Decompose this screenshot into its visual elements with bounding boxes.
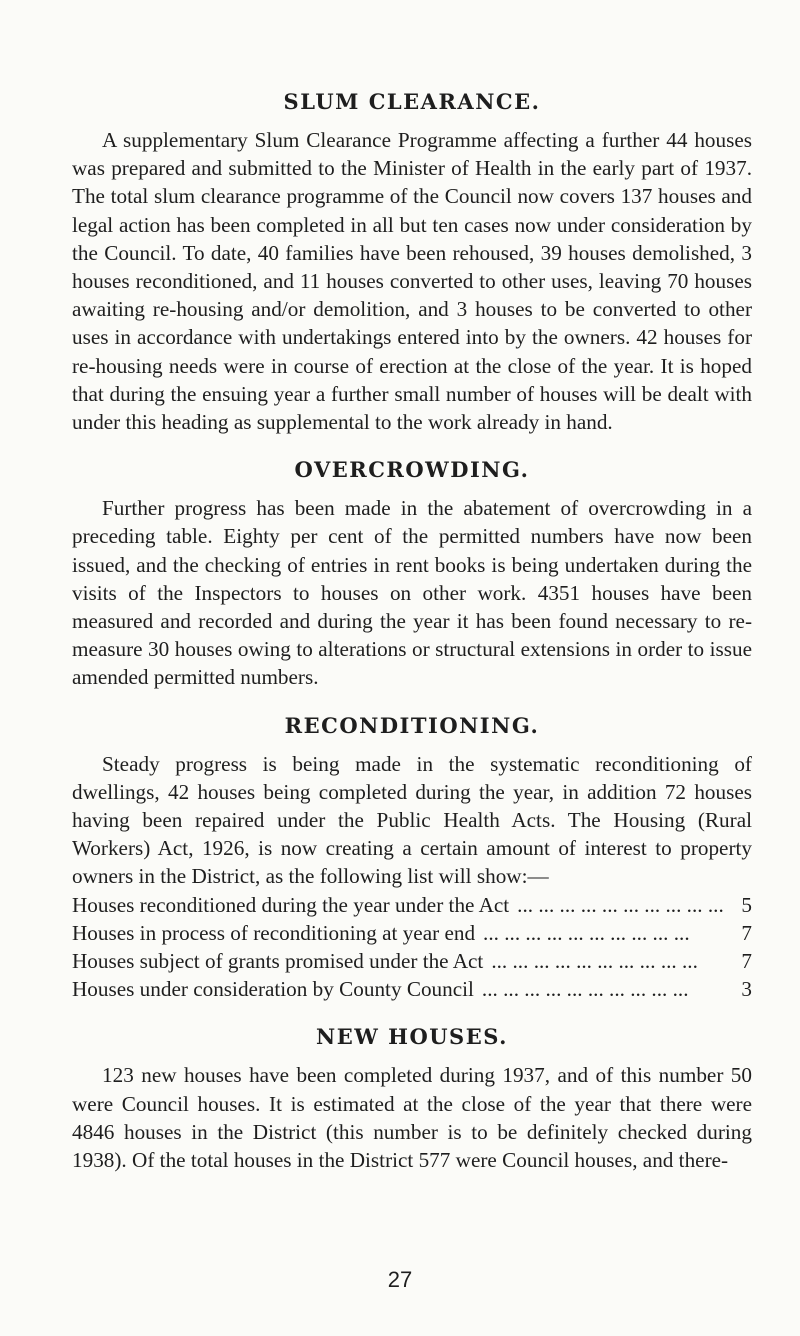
section-slum-clearance	[72, 88, 752, 436]
list-item	[72, 891, 752, 919]
leader-dots: ... ... ... ... ... ... ... ... ... ...	[491, 949, 698, 974]
leader-dots: ... ... ... ... ... ... ... ... ... ...	[481, 977, 689, 1002]
list-item-value: 7	[741, 949, 752, 974]
list-item-label: Houses in process of reconditioning at year end	[72, 920, 476, 945]
list-item-label: Houses under consideration by County Council	[72, 977, 474, 1002]
heading-overcrowding: OVERCROWDING.	[294, 457, 530, 483]
list-item-label: Houses reconditioned during the year under the Act	[72, 892, 510, 917]
list-item-value: 3	[741, 977, 752, 1002]
paragraph-overcrowding: Further progress has been made in the abatement of overcrowding in a preceding table. Eighty per cent of the permitted numbers have now been issued, and the checking of entries in rent books is being undertaken during the visits of the Inspectors to houses on other work. 4351 houses have been measured and recorded and during the year it has been found necessary to re-measure 30 houses owing to alterations or structural extensions in order to issue amended permitted numbers.	[72, 496, 752, 690]
list-item	[72, 975, 752, 1003]
section-reconditioning	[72, 712, 752, 1004]
list-item-value: 7	[741, 920, 752, 945]
heading-new-houses: NEW HOUSES.	[316, 1024, 508, 1050]
list-item-value: 5	[741, 892, 752, 917]
section-overcrowding	[72, 456, 752, 691]
heading-slum-clearance: SLUM CLEARANCE.	[283, 89, 541, 114]
list-item	[72, 919, 752, 947]
leader-dots: ... ... ... ... ... ... ... ... ... ...	[483, 920, 690, 945]
paragraph-new-houses: 123 new houses have been completed during 1937, and of this number 50 were Council houses. It is estimated at the close of the year that there were 4846 houses in the District (this number is to be definitely checked during 1938). Of the total houses in the District 577 were Council houses, and there-	[72, 1063, 752, 1173]
heading-reconditioning: RECONDITIONING.	[284, 712, 540, 738]
paragraph-slum-clearance: A supplementary Slum Clearance Programme affecting a further 44 houses was prepared and submitted to the Minister of Health in the early part of 1937. The total slum clearance programme of the Council now covers 137 houses and legal action has been completed in all but ten cases now under consideration by the Council. To date, 40 families have been rehoused, 39 houses demolished, 3 houses reconditioned, and 11 houses converted to other uses, leaving 70 houses awaiting re-housing and/or demolition, and 3 houses to be converted to other uses in accordance with undertakings entered into by the owners. 42 houses for re-housing needs were in course of erection at the close of the year. It is hoped that during the ensuing year a further small number of houses will be dealt with under this heading as supplemental to the work already in hand.	[72, 128, 752, 435]
section-new-houses	[72, 1023, 752, 1174]
list-item-label: Houses subject of grants promised under the Act	[72, 949, 484, 974]
leader-dots: ... ... ... ... ... ... ... ... ... ...	[517, 892, 724, 917]
page-number: 27	[387, 1267, 413, 1292]
list-item	[72, 947, 752, 975]
paragraph-reconditioning: Steady progress is being made in the systematic reconditioning of dwellings, 42 houses being completed during the year, in addition 72 houses having been repaired under the Public Health Acts. The Housing (Rural Workers) Act, 1926, is now creating a certain amount of interest to property owners in the District, as the following list will show:—	[72, 751, 752, 889]
reconditioning-list	[72, 891, 752, 1004]
document-page	[72, 88, 752, 1194]
